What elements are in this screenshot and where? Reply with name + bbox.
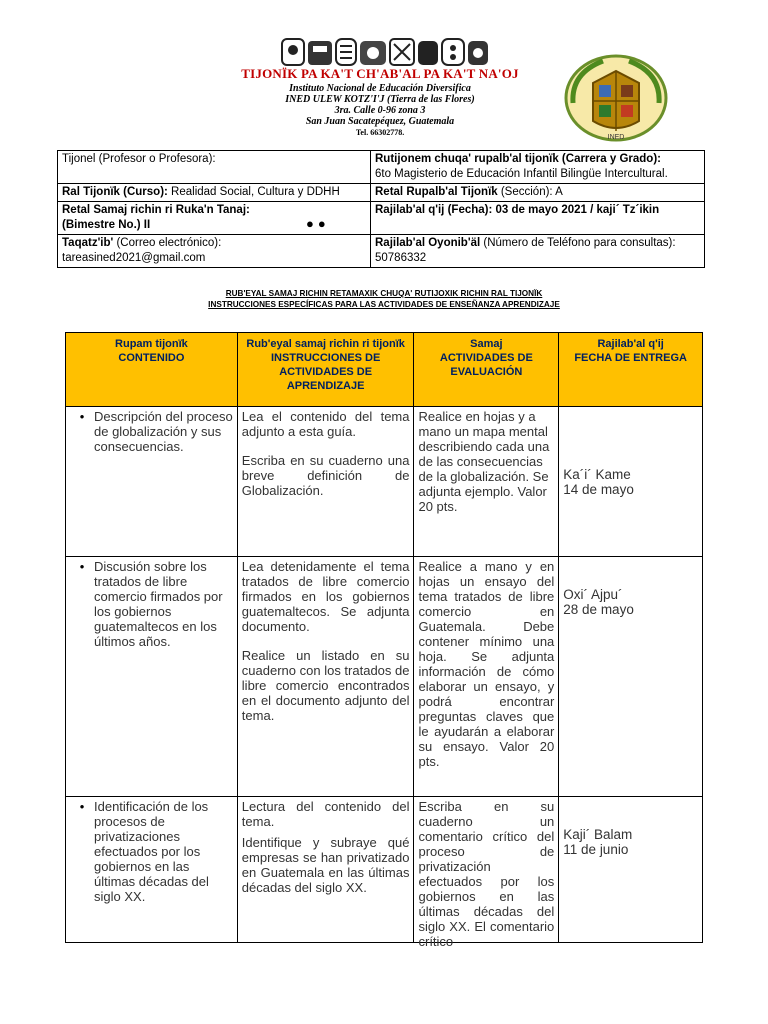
date-label: Rajilab'al q'ij (375, 204, 445, 216)
instructions-cell (237, 797, 414, 943)
due-date-kaq: Ka´i´ Kame (563, 466, 631, 482)
header-date-kaq: Rajilab'al q'ij (597, 338, 664, 350)
header-content-es: CONTENIDO (118, 352, 185, 364)
section-cell (371, 184, 705, 202)
career-label: Rutijonem chuqa' rupalb'al tijonïk (375, 153, 559, 165)
bimester-label: Retal Samaj richin ri Ruka'n Tanaj: (62, 204, 250, 216)
decorative-dots: ●● (306, 216, 330, 231)
activities-table (65, 332, 703, 949)
table-row (66, 557, 703, 797)
institute-city: San Juan Sacatepéquez, Guatemala (305, 116, 455, 127)
table-row (66, 407, 703, 557)
evaluation-text: Escriba en su cuaderno un comentario crítico del proceso de privatización efectuados por los gobiernos en las últimas décadas del siglo XX. El comentario crítico (418, 799, 555, 949)
due-date-kaq: Kaji´ Balam (563, 827, 633, 842)
course-label: Ral Tijonïk (Curso): (62, 186, 168, 198)
content-cell (66, 407, 238, 557)
phone-value: 50786332 (375, 252, 427, 264)
header-due-date (559, 333, 703, 407)
evaluation-text: Realice en hojas y a mano un mapa mental describiendo cada una de las consecuencias de la globalización. Se adjunta ejemplo. Valor 20 pts. (418, 409, 550, 514)
ined-school-logo (563, 53, 669, 143)
table-row (66, 797, 703, 943)
instruction-paragraph: Escriba en su cuaderno una breve definición de Globalización. (241, 453, 410, 498)
evaluation-cell (414, 797, 559, 949)
header-content (66, 333, 238, 407)
instruction-paragraph: Lea el contenido del tema adjunto a esta guía. (241, 409, 410, 439)
course-cell (58, 184, 371, 202)
email-label-paren: (Correo electrónico): (113, 237, 222, 249)
career-value: 6to Magisterio de Educación Infantil Bilingüe Intercultural. (375, 168, 668, 180)
evaluation-text: Realice a mano y en hojas un ensayo del tema tratados de libre comercio en Guatemala. Debe contener mínimo una hoja. Se adjunta información de cómo elaborar un ensayo, y podrá encontrar preguntas claves que le ayudarán a elaborar su ensayo. Valor 20 pts. (418, 559, 555, 769)
institute-info (240, 83, 520, 138)
bullet-icon: • (79, 409, 85, 424)
phone-cell (371, 235, 705, 268)
institute-address: 3ra. Calle 0-96 zona 3 (334, 105, 426, 116)
instruction-paragraph: Realice un listado en su cuaderno con los tratados de libre comercio encontrados en el documento adjunto del tema. (241, 648, 410, 723)
header-instructions-es: INSTRUCCIONES DE ACTIVIDADES DE APRENDIZAJE (270, 352, 381, 392)
email-value: tareasined2021@gmail.com (62, 252, 206, 264)
date-value: (Fecha): 03 de mayo 2021 / kaji´ Tz´ikin (444, 204, 660, 216)
institute-phone: Tel. 66302778. (355, 128, 405, 137)
bimester-value: (Bimestre No.) II (62, 219, 151, 231)
instructions-cell (237, 557, 414, 797)
info-table (57, 150, 705, 268)
due-date-es: 14 de mayo (563, 481, 634, 497)
content-text: Identificación de los procesos de privatizaciones efectuados por los gobiernos en las últimas décadas del siglo XX. (94, 799, 209, 904)
course-value: Realidad Social, Cultura y DDHH (167, 186, 340, 198)
email-cell (58, 235, 371, 268)
instructions-cell (237, 407, 414, 557)
header-evaluation-es: ACTIVIDADES DE EVALUACIÓN (439, 352, 533, 378)
due-date-cell (559, 797, 703, 943)
instructions-heading (100, 288, 668, 310)
due-date-cell (559, 407, 703, 557)
evaluation-cell (414, 557, 559, 797)
career-label-paren: (Carrera y Grado): (558, 153, 661, 165)
phone-label: Rajilab'al Oyonib'äl (375, 237, 481, 249)
email-label: Taqatz'ib' (62, 237, 114, 249)
content-cell (66, 797, 238, 943)
instruction-paragraph: Lea detenidamente el tema tratados de libre comercio firmados en los gobiernos guatemaltecos. Se adjunta documento. (241, 559, 410, 634)
teacher-label: Tijonel (Profesor o Profesora): (62, 153, 216, 165)
section-label: Retal Rupalb'al Tijonïk (375, 186, 498, 198)
header-date-es: FECHA DE ENTREGA (574, 352, 687, 364)
phone-label-paren: (Número de Teléfono para consultas): (480, 237, 676, 249)
bullet-icon: • (79, 799, 85, 814)
logo-text: INED (607, 134, 625, 141)
instruction-paragraph: Identifique y subraye qué empresas se han privatizado en Guatemala en las últimas décadas del siglo XX. (241, 835, 410, 895)
section-value: (Sección): A (497, 186, 563, 198)
evaluation-cell (414, 407, 559, 557)
heading-spanish: INSTRUCCIONES ESPECÍFICAS PARA LAS ACTIVIDADES DE ENSEÑANZA APRENDIZAJE (208, 300, 560, 309)
mayan-glyphs-banner (280, 36, 490, 68)
content-cell (66, 557, 238, 797)
header-instructions-kaq: Rub'eyal samaj richin ri tijonïk (246, 338, 405, 350)
due-date-kaq: Oxi´ Ajpu´ (563, 587, 623, 602)
institute-name: Instituto Nacional de Educación Diversifica (289, 83, 471, 94)
bullet-icon: • (79, 559, 85, 574)
due-date-es: 11 de junio (563, 842, 629, 857)
header-evaluation (414, 333, 559, 407)
content-text: Descripción del proceso de globalización y sus consecuencias. (94, 409, 233, 454)
header-instructions (237, 333, 414, 407)
header-evaluation-kaq: Samaj (470, 338, 503, 350)
date-cell (371, 202, 705, 235)
due-date-es: 28 de mayo (563, 602, 634, 617)
header-content-kaq: Rupam tijonïk (115, 338, 188, 350)
career-cell (371, 151, 705, 184)
teacher-cell (58, 151, 371, 184)
heading-kaqchikel: RUB'EYAL SAMAJ RICHIN RETAMAXIK CHUQA' RUTIJOXIK RICHIN RAL TIJONÏK (225, 289, 543, 298)
instruction-paragraph: Lectura del contenido del tema. (241, 799, 410, 829)
due-date-cell (559, 557, 703, 797)
content-text: Discusión sobre los tratados de libre comercio firmados por los gobiernos guatemaltecos en los últimos años. (94, 559, 223, 649)
school-motto-title: TIJONÏK PA KA'T CH'AB'AL PA KA'T NA'OJ (241, 66, 519, 81)
institute-subname: INED ULEW KOTZ'I'J (Tierra de las Flores) (285, 94, 475, 105)
